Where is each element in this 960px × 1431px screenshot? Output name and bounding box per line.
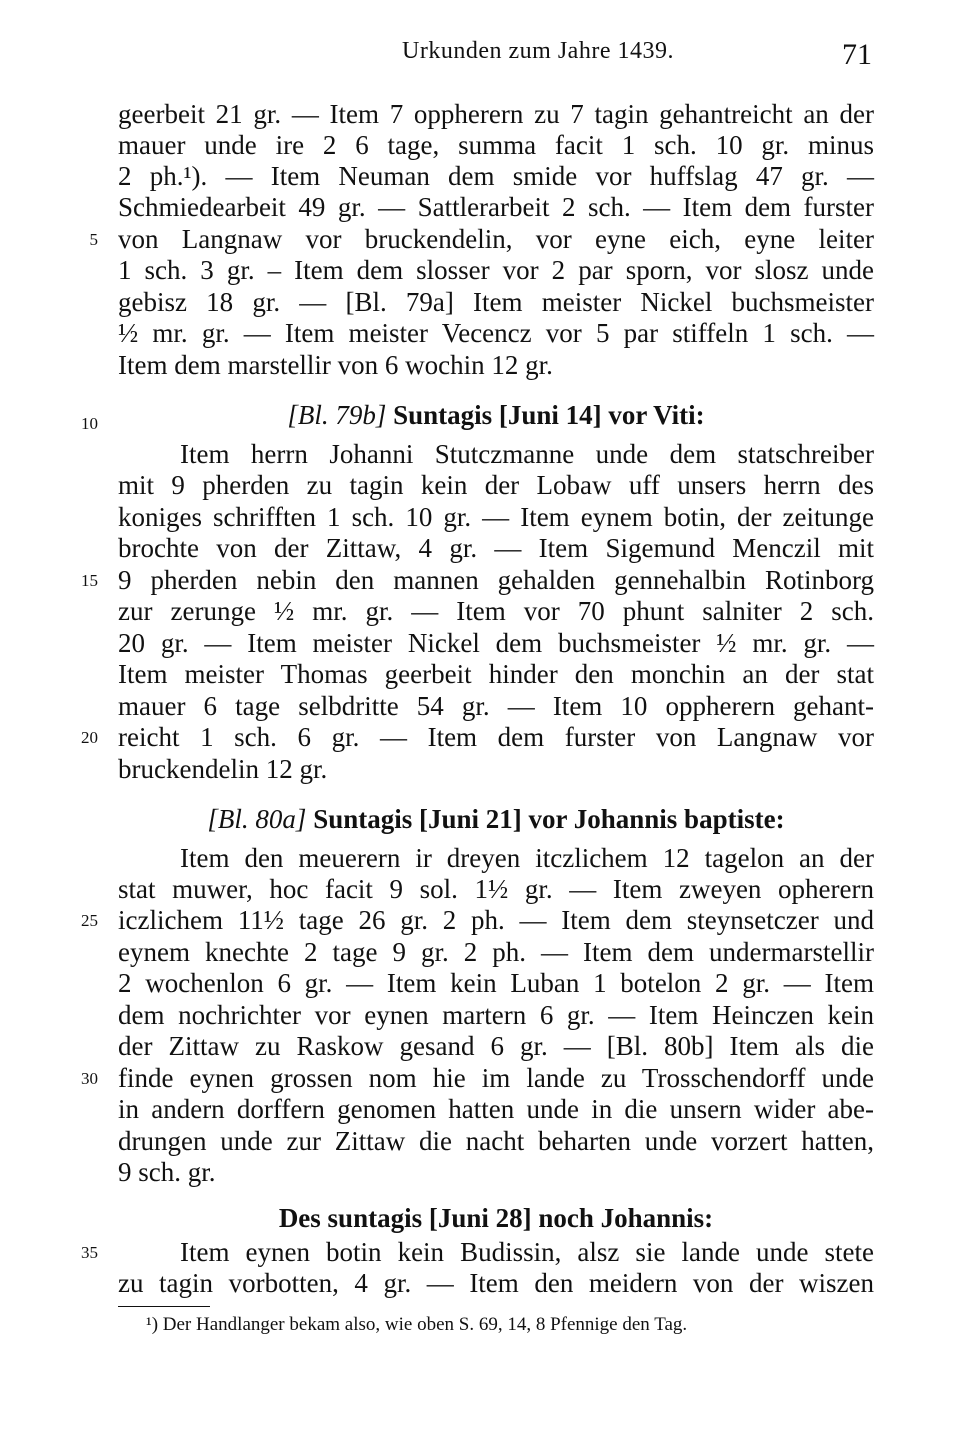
section-heading <box>118 804 874 834</box>
text-line: 2 ph.¹). — Item Neuman dem smide vor huffslag 47 gr. — <box>118 161 874 191</box>
margin-line-number: 25 <box>81 911 98 930</box>
text-line: mit 9 pherden zu tagin kein der Lobaw uff unsers herrn des <box>118 470 874 500</box>
text-line: reicht 1 sch. 6 gr. — Item dem furster von Langnaw vor <box>118 722 874 752</box>
text-line: eynem knechte 2 tage 9 gr. 2 ph. — Item dem undermarstellir <box>118 937 874 967</box>
text-line: Schmiedearbeit 49 gr. — Sattlerarbeit 2 sch. — Item dem furster <box>118 192 874 222</box>
text-line: 9 pherden nebin den mannen gehalden gennehalbin Rotinborg <box>118 565 874 595</box>
text-line: von Langnaw vor bruckendelin, vor eyne eich, eyne leiter <box>118 224 874 254</box>
text-line: brochte von der Zittaw, 4 gr. — Item Sigemund Menczil mit <box>118 533 874 563</box>
page-number: 71 <box>842 38 872 71</box>
margin-line-number: 5 <box>89 230 98 249</box>
text-line: mauer unde ire 2 6 tage, summa facit 1 sch. 10 gr. minus <box>118 130 874 160</box>
margin-line-number: 15 <box>81 571 98 590</box>
text-line: zu tagin vorbotten, 4 gr. — Item den meidern von der wiszen <box>118 1268 874 1298</box>
margin-line-number: 10 <box>81 414 98 433</box>
text-line: geerbeit 21 gr. — Item 7 oppherern zu 7 tagin gehantreicht an der <box>118 99 874 129</box>
margin-line-number: 35 <box>81 1243 98 1262</box>
text-line: 20 gr. — Item meister Nickel dem buchsmeister ½ mr. gr. — <box>118 628 874 658</box>
text-line: dem nochrichter vor eynen martern 6 gr. — Item Heinczen kein <box>118 1000 874 1030</box>
text-line: mauer 6 tage selbdritte 54 gr. — Item 10 oppherern gehant- <box>118 691 874 721</box>
text-line: Item meister Thomas geerbeit hinder den monchin an der stat <box>118 659 874 689</box>
text-line: Item den meuerern ir dreyen itczlichem 12 tagelon an der <box>180 843 874 873</box>
text-line: zur zerunge ½ mr. gr. — Item vor 70 phunt salniter 2 sch. <box>118 596 874 626</box>
text-line: Item dem marstellir von 6 wochin 12 gr. <box>118 350 553 380</box>
margin-line-number: 30 <box>81 1069 98 1088</box>
text-line: stat muwer, hoc facit 9 sol. 1½ gr. — Item zweyen opherern <box>118 874 874 904</box>
margin-line-number: 20 <box>81 728 98 747</box>
text-line: gebisz 18 gr. — [Bl. 79a] Item meister Nickel buchsmeister <box>118 287 874 317</box>
heading-text: Des suntagis [Juni 28] noch Johannis: <box>278 1203 714 1233</box>
text-line: der Zittaw zu Raskow gesand 6 gr. — [Bl. 80b] Item als die <box>118 1031 874 1061</box>
text-line: finde eynen grossen nom hie im lande zu Trosschendorff unde <box>118 1063 874 1093</box>
running-title: Urkunden zum Jahre 1439. <box>402 38 674 64</box>
text-line: iczlichem 11½ tage 26 gr. 2 ph. — Item dem steynsetczer und <box>118 905 874 935</box>
folio-reference: [Bl. 79b] <box>287 400 387 430</box>
section-heading <box>118 400 874 430</box>
footnote-divider <box>118 1306 210 1307</box>
heading-text: Suntagis [Juni 14] vor Viti: <box>393 400 705 430</box>
text-line: 2 wochenlon 6 gr. — Item kein Luban 1 botelon 2 gr. — Item <box>118 968 874 998</box>
text-line: Item eynen botin kein Budissin, alsz sie lande unde stete <box>180 1237 874 1267</box>
section-heading <box>118 1203 874 1233</box>
text-line: in andern dorffern genomen hatten unde in die unsern wider abe- <box>118 1094 874 1124</box>
text-line: koniges schrifften 1 sch. 10 gr. — Item eynem botin, der zeitunge <box>118 502 874 532</box>
text-line: ½ mr. gr. — Item meister Vecencz vor 5 par stiffeln 1 sch. — <box>118 318 874 348</box>
footnote: ¹) Der Handlanger bekam also, wie oben S. 69, 14, 8 Pfennige den Tag. <box>146 1314 688 1335</box>
heading-text: Suntagis [Juni 21] vor Johannis baptiste: <box>313 804 785 834</box>
text-line: drungen unde zur Zittaw die nacht beharten unde vorzert hatten, <box>118 1126 874 1156</box>
folio-reference: [Bl. 80a] <box>207 804 307 834</box>
text-line: bruckendelin 12 gr. <box>118 754 328 784</box>
text-line: Item herrn Johanni Stutczmanne unde dem statschreiber <box>180 439 874 469</box>
text-line: 1 sch. 3 gr. – Item dem slosser vor 2 par sporn, vor slosz unde <box>118 255 874 285</box>
text-line: 9 sch. gr. <box>118 1157 216 1187</box>
